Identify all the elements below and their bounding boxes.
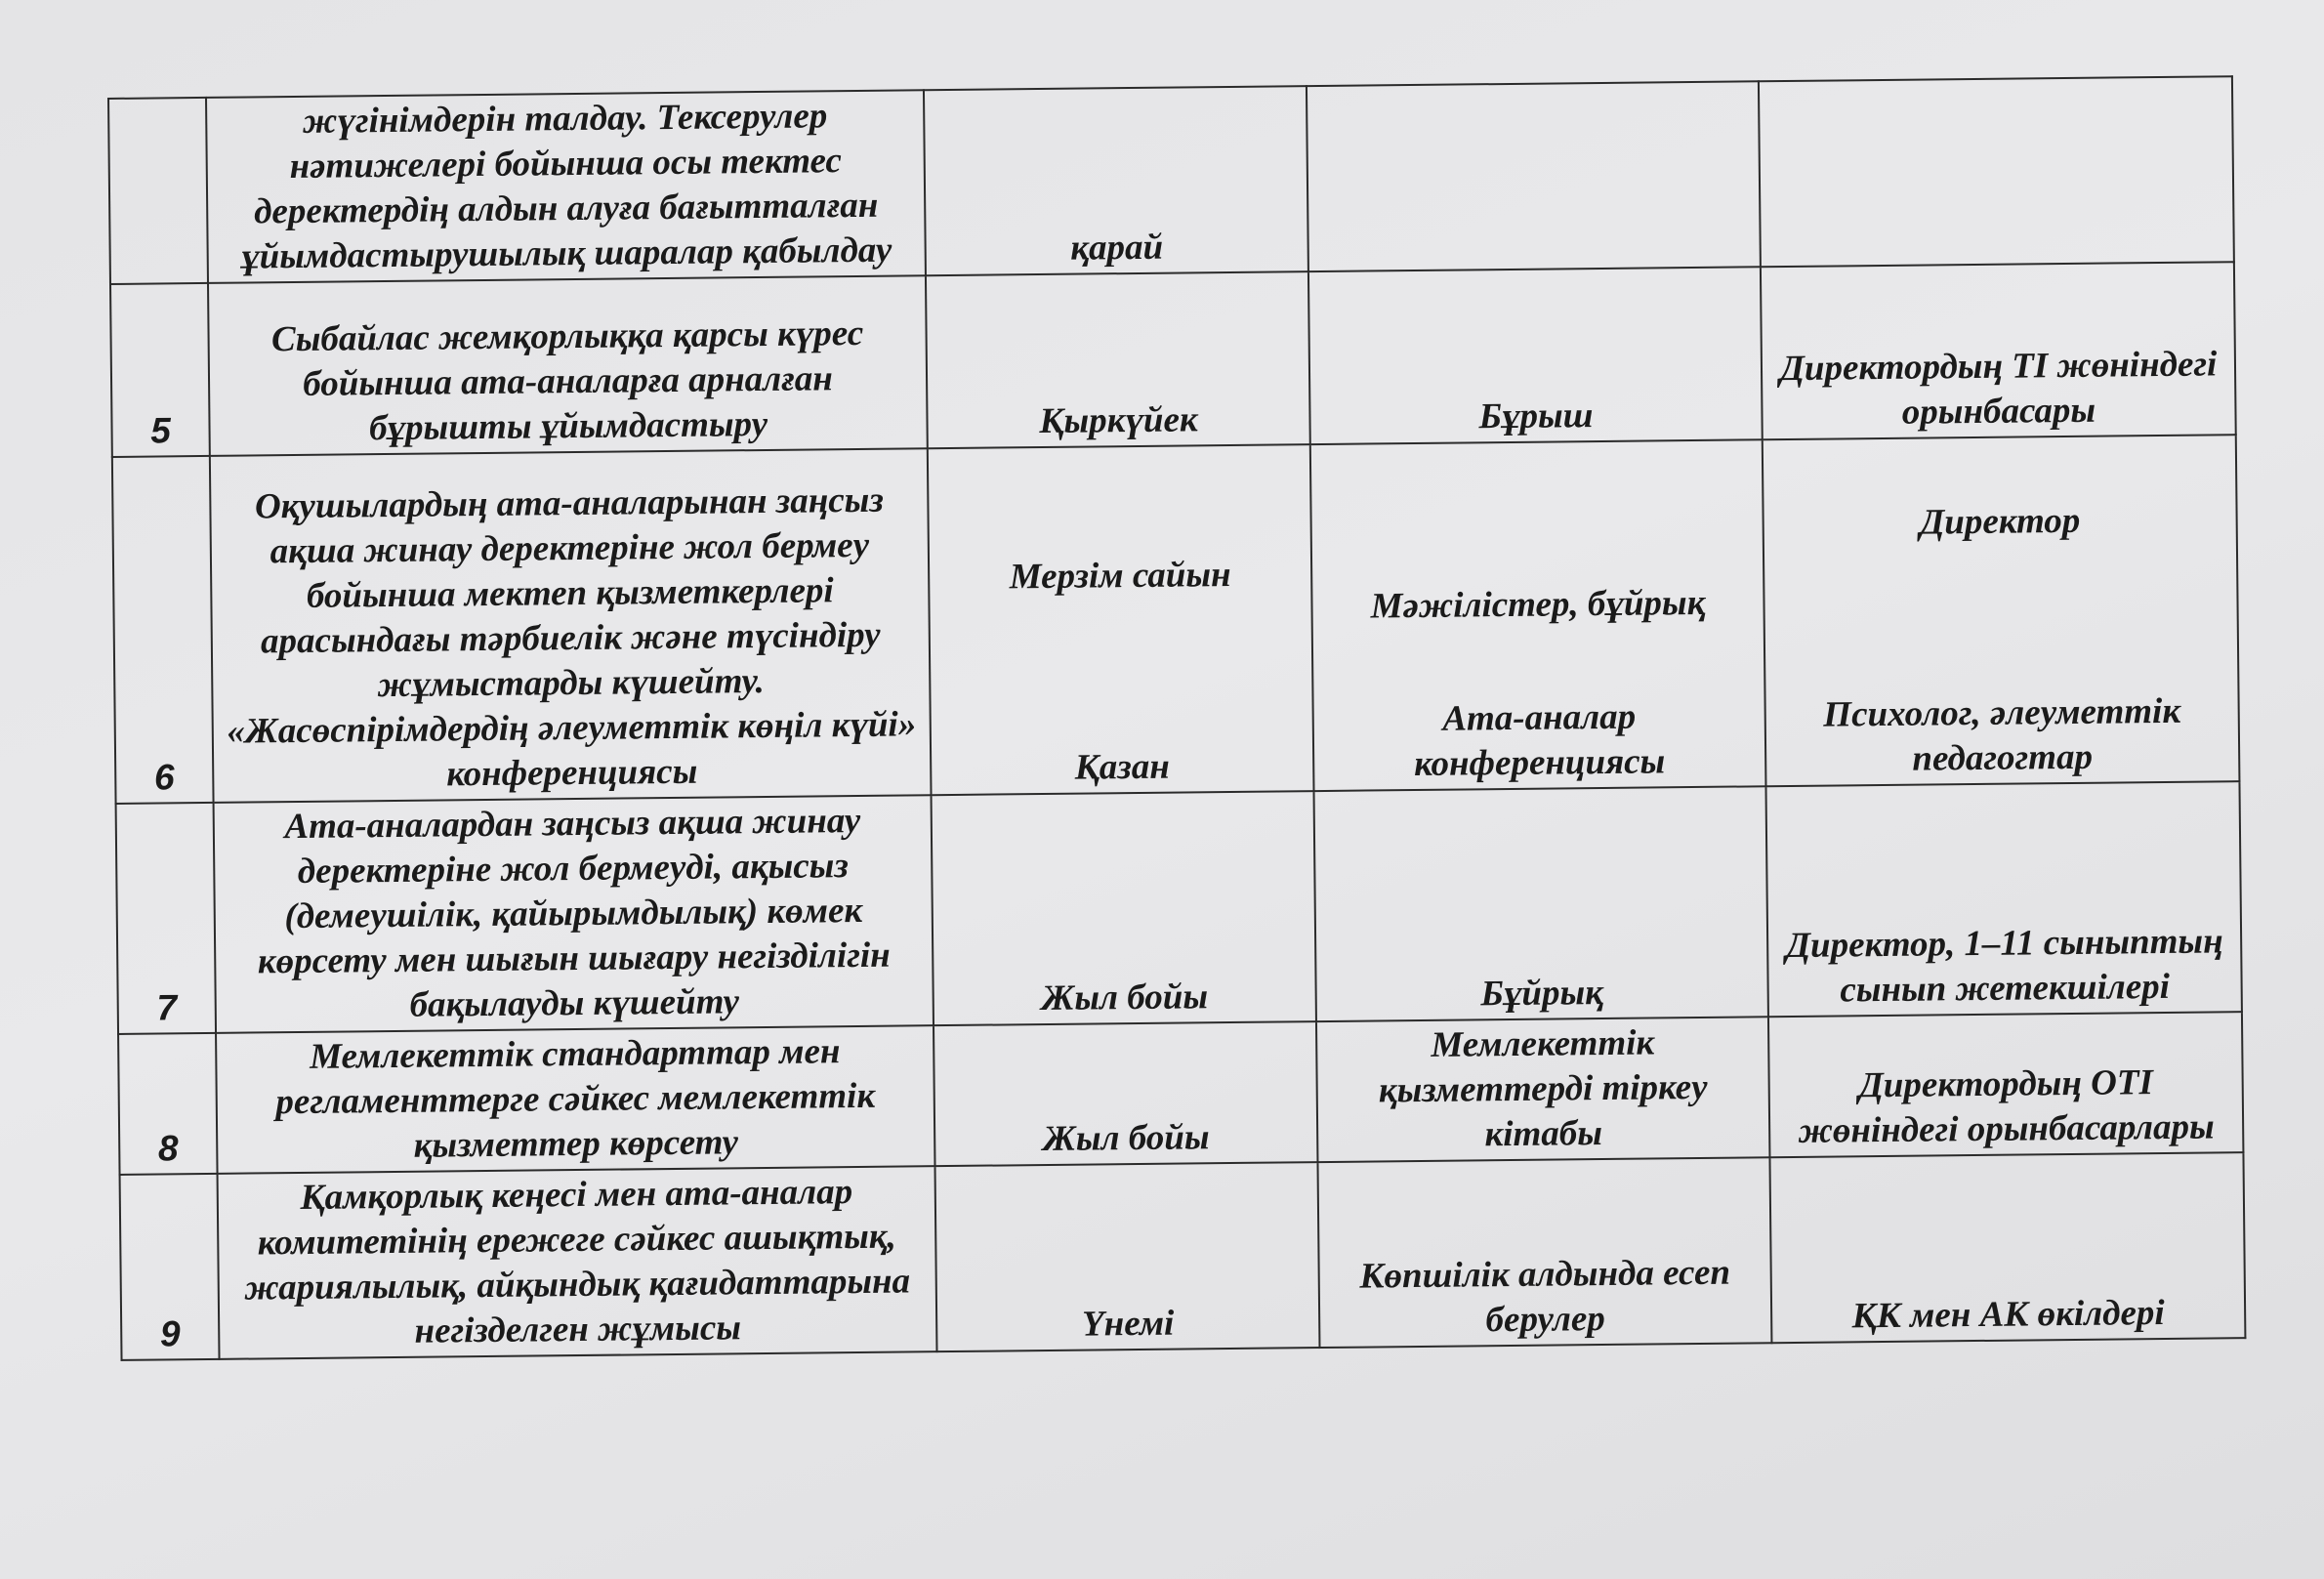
row-number: 6 [112, 456, 214, 804]
term-cell: қарай [924, 86, 1308, 275]
form-cell: Бұйрық [1314, 786, 1768, 1021]
event-cell: Мемлекеттік стандарттар мен регламенттерге сәйкес мемлекеттік қызметтер көрсету [216, 1025, 934, 1174]
row-number: 5 [110, 283, 210, 457]
term-cell: Үнемі [935, 1162, 1320, 1351]
table-row [116, 781, 2242, 1034]
form-conference: Ата-аналар конференциясы [1413, 696, 1666, 785]
responsible-cell: ҚК мен АК өкілдері [1769, 1152, 2245, 1343]
term-cell [928, 444, 1314, 795]
row-number: 7 [116, 803, 216, 1034]
form-cell [1310, 439, 1766, 791]
term-cell: Жыл бойы [934, 1021, 1317, 1166]
responsible-psychologist: Психолог, әлеуметтік педагогтар [1823, 690, 2181, 779]
form-cell: Мемлекеттік қызметтерді тіркеу кітабы [1316, 1017, 1769, 1162]
responsible-cell: Директор, 1–11 сыныптың сынып жетекшілері [1765, 781, 2241, 1017]
row-number: 9 [120, 1174, 220, 1360]
document-page [107, 75, 2244, 1361]
plan-table [107, 75, 2246, 1361]
row-number: 8 [118, 1033, 218, 1175]
table-row [112, 435, 2240, 804]
event-cell: жүгінімдерін талдау. Тексерулер нәтижелері бойынша осы тектес деректердің алдын алуға бағытталған ұйымдастырушылық шаралар қабылдау [206, 90, 926, 283]
responsible-cell [1759, 76, 2234, 267]
table-row [118, 1012, 2243, 1175]
table-row [120, 1152, 2246, 1360]
term-periodic: Мерзім сайын [1009, 554, 1231, 598]
term-october: Қазан [1074, 746, 1170, 788]
form-cell: Көпшілік алдында есеп берулер [1317, 1157, 1771, 1348]
term-cell: Жыл бойы [932, 791, 1316, 1025]
responsible-cell [1763, 435, 2240, 786]
table-row [110, 262, 2236, 457]
row-number [108, 98, 208, 284]
event-cell: Ата-аналардан заңсыз ақша жинау деректеріне жол бермеуді, ақысыз (демеушілік, қайырымдылық) көмек көрсету мен шығын шығару негізділігін бақылауды күшейту [214, 795, 934, 1033]
form-meetings: Мәжілістер, бұйрық [1370, 582, 1706, 627]
event-cell: Оқушылардың ата-аналарынан заңсыз ақша жинау деректеріне жол бермеу бойынша мектеп қызметкерлері арасындағы тәрбиелік және түсіндіру жұмыстарды күшейту. «Жасөспірімдердің әлеуметтік көңіл күйі» конференциясы [210, 448, 932, 803]
responsible-cell: Директордың ОТІ жөніндегі орынбасарлары [1768, 1012, 2243, 1157]
term-cell: Қыркүйек [926, 271, 1310, 448]
event-cell: Қамқорлық кеңесі мен ата-аналар комитетінің ережеге сәйкес ашықтық, жариялылық, айқындық қағидаттарына негізделген жұмысы [218, 1166, 937, 1359]
form-cell [1307, 81, 1761, 271]
table-row [108, 76, 2234, 284]
event-cell: Сыбайлас жемқорлыққа қарсы күрес бойынша ата-аналарға арналған бұрышты ұйымдастыру [208, 275, 928, 456]
responsible-director: Директор [1919, 500, 2081, 543]
form-cell: Бұрыш [1308, 267, 1763, 444]
responsible-cell: Директордың ТІ жөніндегі орынбасары [1761, 262, 2236, 439]
